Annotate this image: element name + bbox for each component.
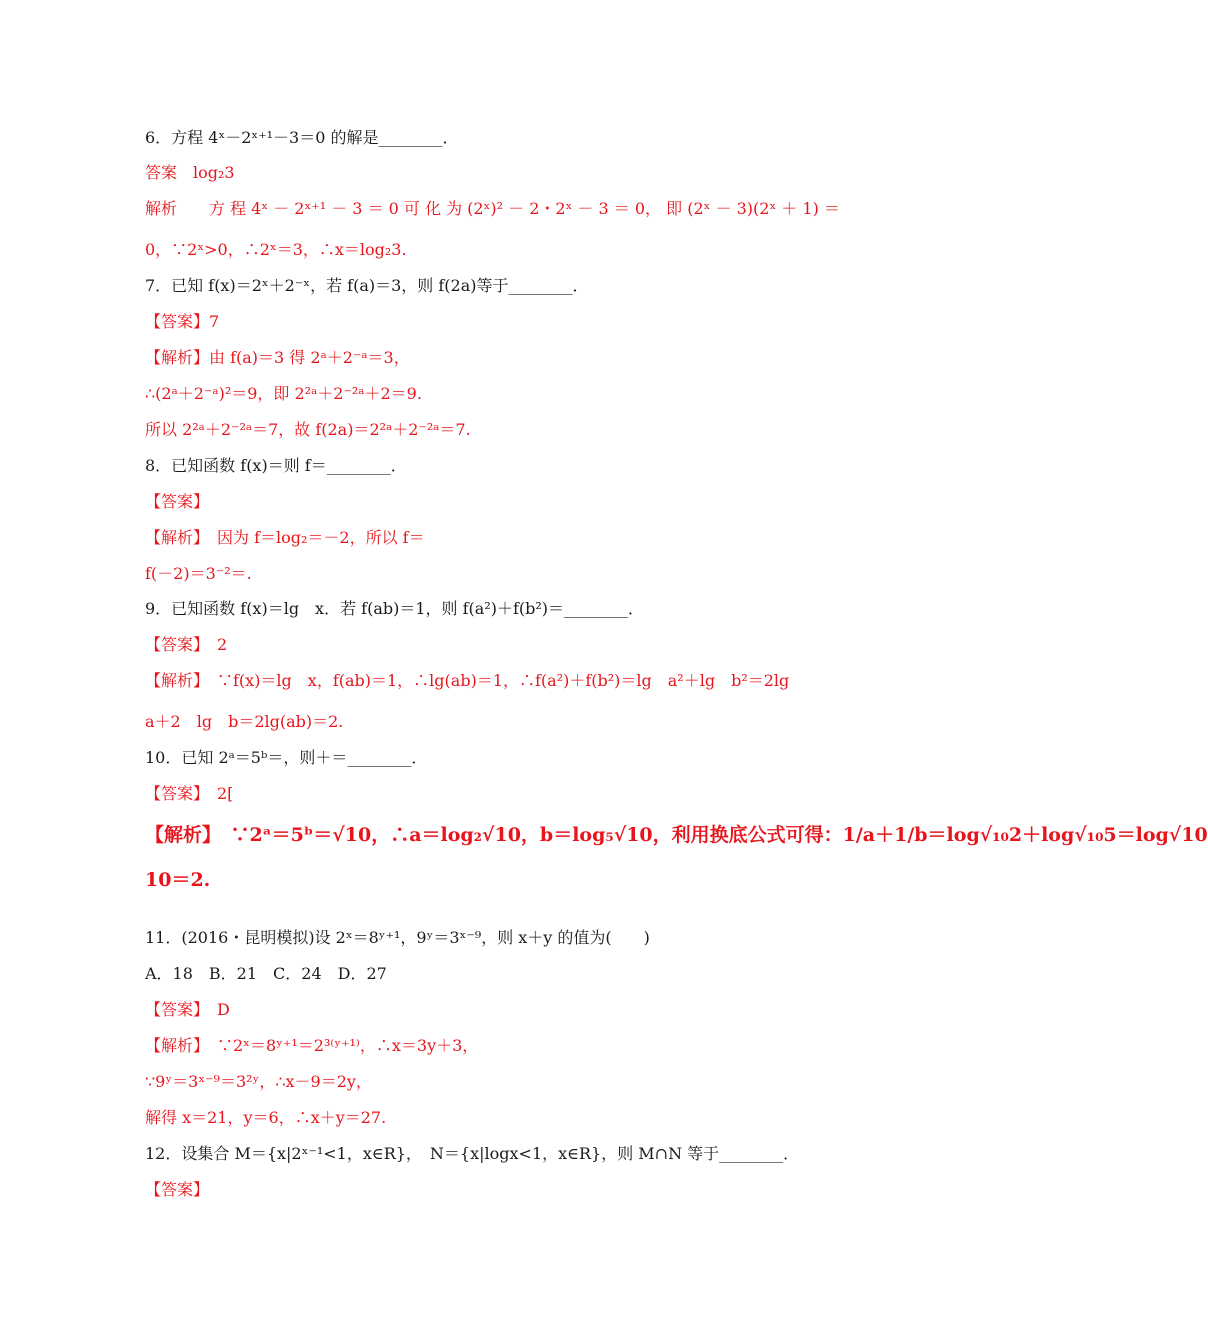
analysis-6-line-1: 解析 方 程 4ˣ － 2ˣ⁺¹ － 3 ＝ 0 可 化 为 (2ˣ)² － 2・2ˣ － 3 ＝ 0， 即 (2ˣ － 3)(2ˣ ＋ 1) ＝ [145, 199, 840, 218]
question-6-text: 6．方程 4ˣ－2ˣ⁺¹－3＝0 的解是________． [145, 128, 459, 147]
answer-7: 【答案】7 [145, 312, 220, 331]
question-8-text: 8．已知函数 f(x)＝则 f＝________． [145, 456, 407, 475]
analysis-7-line-2: ∴(2ᵃ＋2⁻ᵃ)²＝9，即 2²ᵃ＋2⁻²ᵃ＋2＝9. [145, 384, 422, 403]
analysis-11-line-1: 【解析】 ∵2ˣ＝8ʸ⁺¹＝2³⁽ʸ⁺¹⁾，∴x＝3y＋3， [145, 1036, 479, 1055]
analysis-8-line-2: f(－2)＝3⁻²＝. [145, 564, 252, 583]
analysis-8-line-1: 【解析】 因为 f＝log₂＝－2，所以 f＝ [145, 528, 425, 547]
analysis-9-line-2: a＋2 lg b＝2lg(ab)＝2. [145, 712, 344, 731]
question-11-text: 11．(2016・昆明模拟)设 2ˣ＝8ʸ⁺¹，9ʸ＝3ˣ⁻⁹，则 x＋y 的值为( ) [145, 928, 650, 947]
question-7-text: 7．已知 f(x)＝2ˣ＋2⁻ˣ，若 f(a)＝3，则 f(2a)等于________． [145, 276, 589, 295]
analysis-6-line-2: 0，∵2ˣ>0，∴2ˣ＝3，∴x＝log₂3. [145, 240, 407, 259]
analysis-11-line-2: ∵9ʸ＝3ˣ⁻⁹＝3²ʸ，∴x－9＝2y， [145, 1072, 372, 1091]
analysis-9-line-1: 【解析】 ∵f(x)＝lg x，f(ab)＝1，∴lg(ab)＝1，∴f(a²)＋f(b²)＝lg a²＋lg b²＝2lg [145, 671, 790, 690]
analysis-10-line-2: 10＝2. [145, 869, 211, 891]
question-12-text: 12．设集合 M＝{x|2ˣ⁻¹<1，x∈R}， N＝{x|logx<1，x∈R}，则 M∩N 等于________． [145, 1144, 800, 1163]
answer-9: 【答案】 2 [145, 635, 228, 654]
question-11-options: A．18 B．21 C．24 D．27 [145, 964, 387, 983]
analysis-7-line-1: 【解析】由 f(a)＝3 得 2ᵃ＋2⁻ᵃ＝3， [145, 348, 410, 367]
answer-12: 【答案】 [145, 1180, 210, 1199]
analysis-10-line-1: 【解析】 ∵2ᵃ＝5ᵇ＝√10，∴a＝log₂√10，b＝log₅√10，利用换底公式可得：1/a＋1/b＝log√₁₀2＋log√₁₀5＝log√10 [145, 824, 1208, 846]
answer-8: 【答案】 [145, 492, 210, 511]
answer-10: 【答案】 2[ [145, 784, 234, 803]
answer-6: 答案 log₂3 [145, 163, 235, 182]
question-9-text: 9．已知函数 f(x)＝lg x．若 f(ab)＝1，则 f(a²)＋f(b²)＝________． [145, 599, 645, 618]
analysis-7-line-3: 所以 2²ᵃ＋2⁻²ᵃ＝7，故 f(2a)＝2²ᵃ＋2⁻²ᵃ＝7. [145, 420, 471, 439]
answer-11: 【答案】 D [145, 1000, 230, 1019]
analysis-11-line-3: 解得 x＝21，y＝6，∴x＋y＝27. [145, 1108, 387, 1127]
question-10-text: 10．已知 2ᵃ＝5ᵇ＝，则＋＝________． [145, 748, 428, 767]
